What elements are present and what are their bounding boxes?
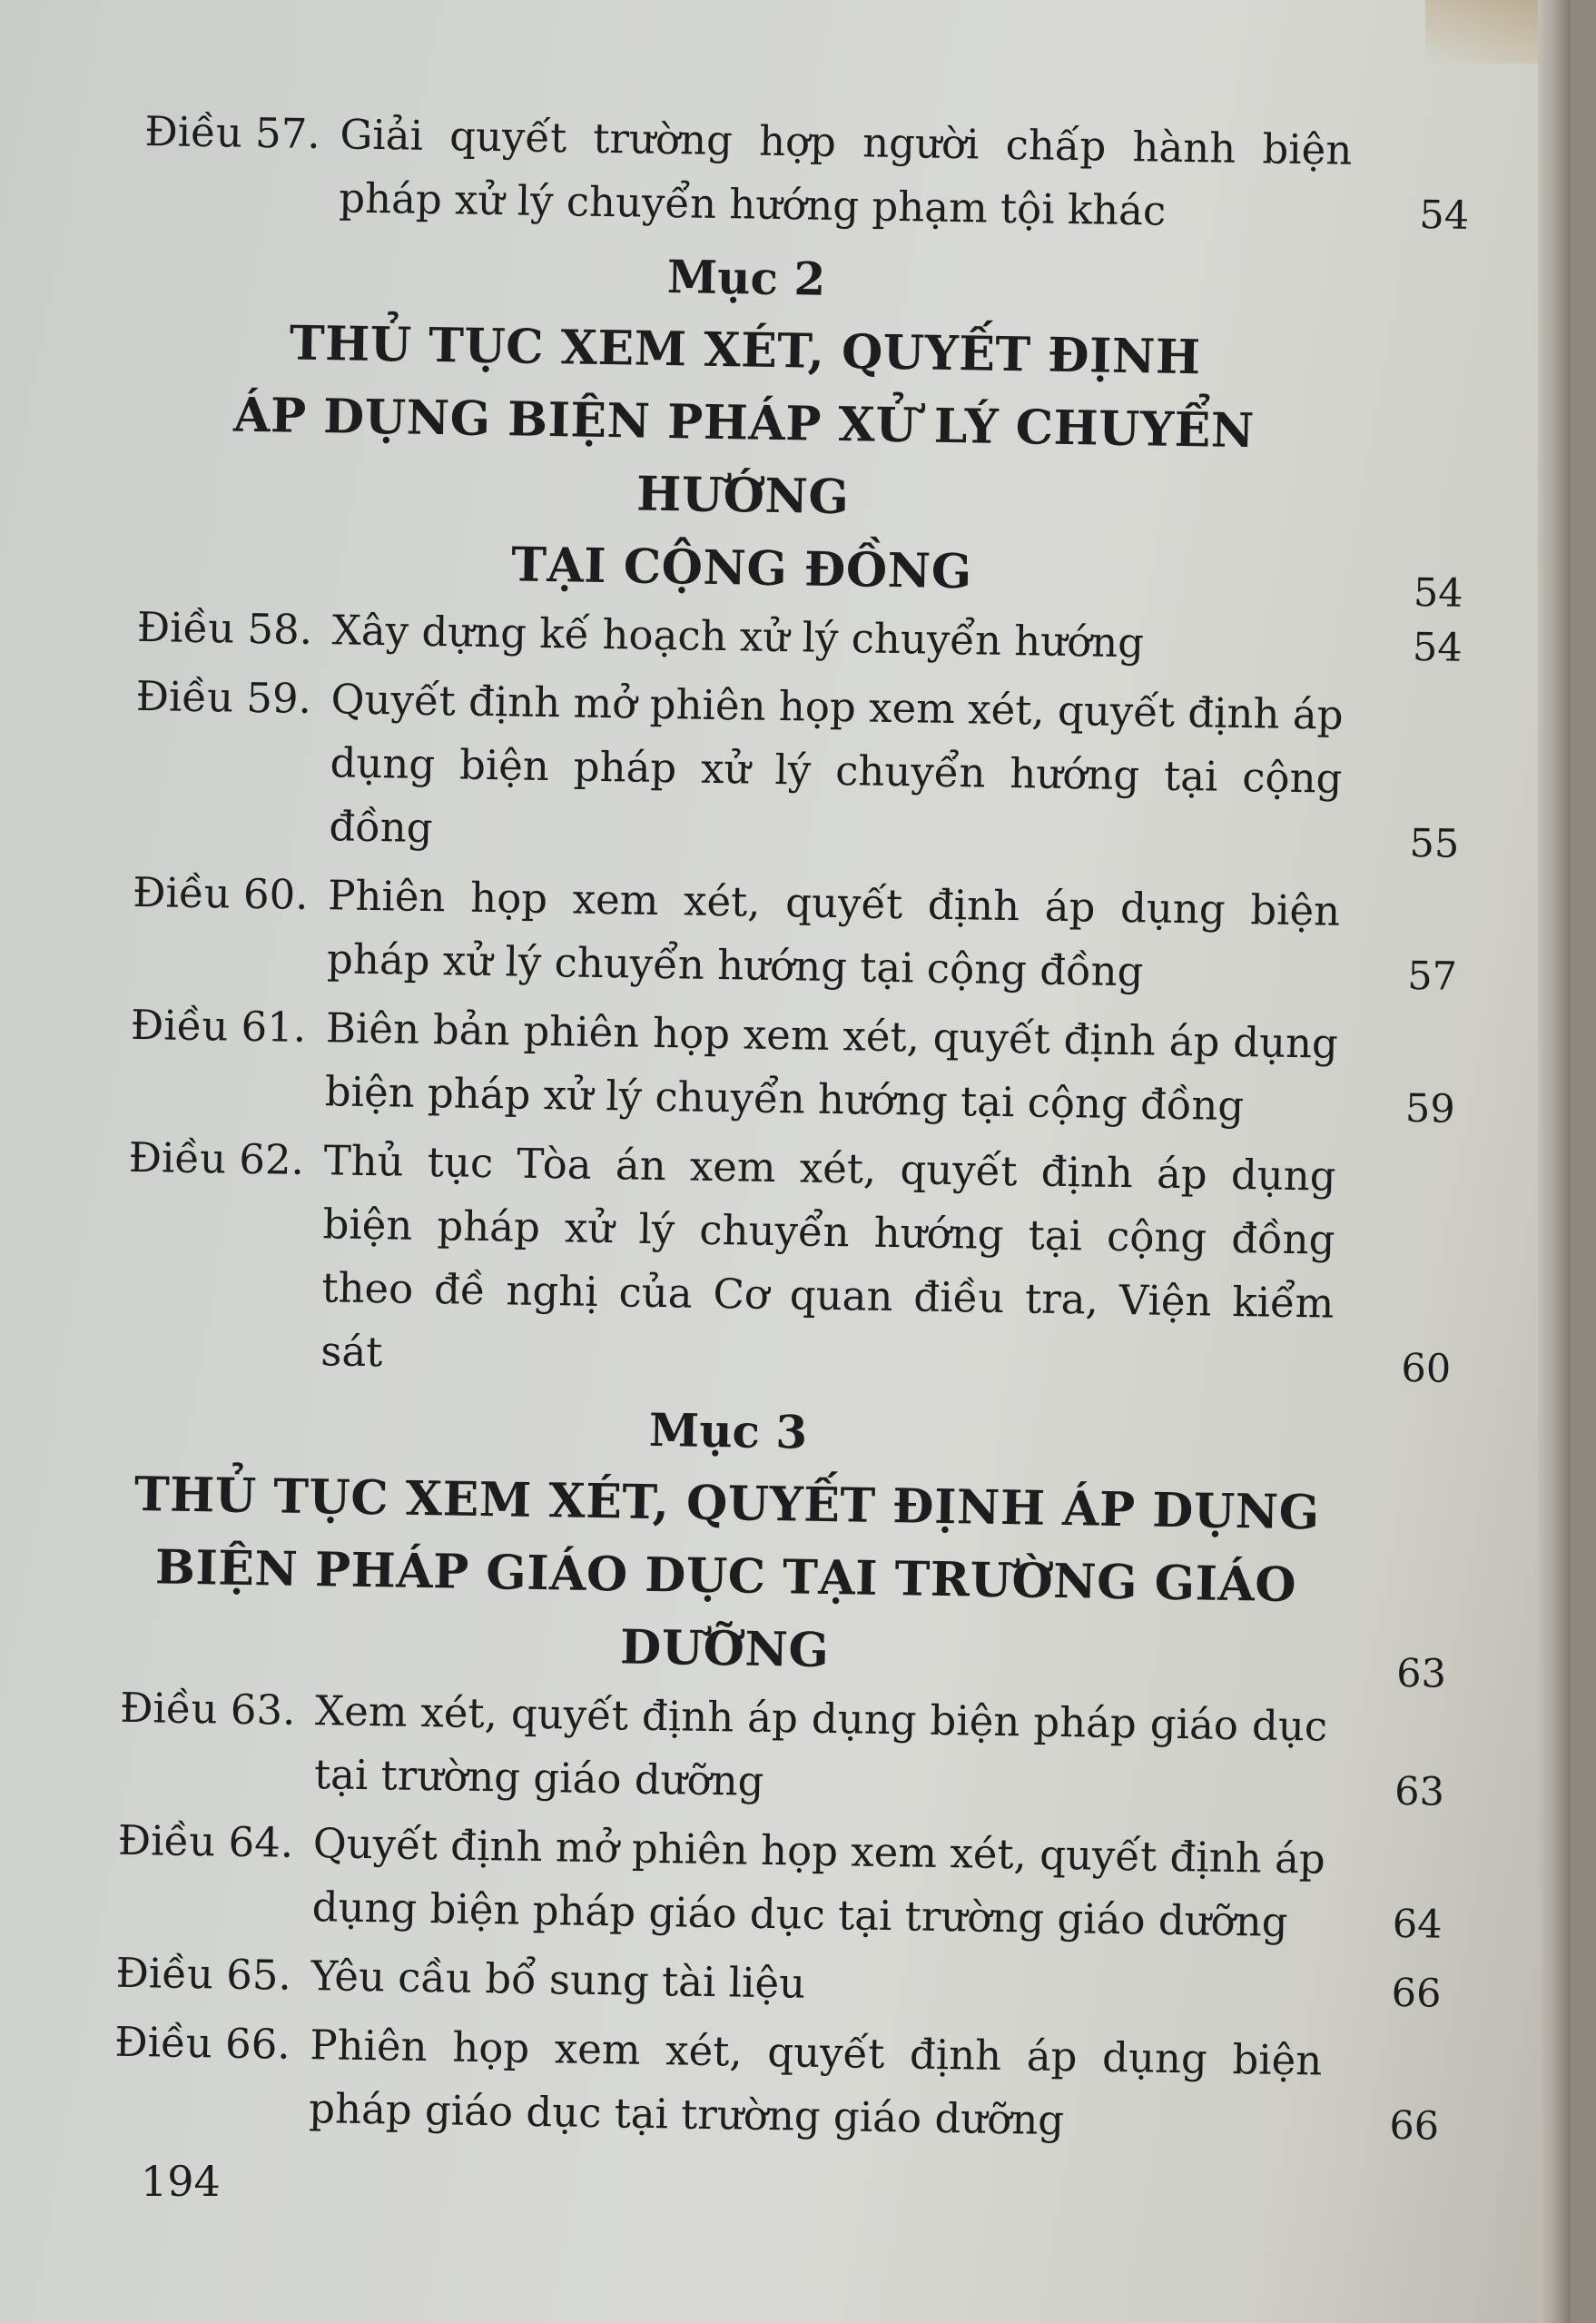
page-ref: 60 xyxy=(1401,1345,1452,1392)
article-title: Xây dựng kế hoạch xử lý chuyển hướng xyxy=(331,606,1145,667)
article-number: Điều 60. xyxy=(132,867,309,919)
toc-entry-dieu-63 xyxy=(119,1676,1446,1824)
page-ref: 66 xyxy=(1391,1970,1442,2017)
page-ref: 64 xyxy=(1392,1901,1443,1948)
article-title: Phiên họp xem xét, quyết định áp dụng biện pháp giáo dục tại trường giáo dưỡng xyxy=(308,2021,1323,2145)
article-title: Thủ tục Tòa án xem xét, quyết định áp dụng biện pháp xử lý chuyển hướng tại cộng đồng theo đề nghị của Cơ quan điều tra, Viện kiểm sát xyxy=(320,1136,1336,1377)
section-label: Mục 3 xyxy=(648,1402,808,1459)
page-ref: 59 xyxy=(1404,1085,1456,1132)
table-of-contents xyxy=(113,100,1471,2164)
article-number: Điều 59. xyxy=(135,671,312,723)
section-title-line-2: ÁP DỤNG BIỆN PHÁP XỬ LÝ CHUYỂN HƯỚNG xyxy=(232,387,1256,526)
section-title-line-3: TẠI CỘNG ĐỒNG xyxy=(510,537,973,600)
toc-entry-dieu-61 xyxy=(129,993,1456,1142)
article-number: Điều 65. xyxy=(115,1948,292,2000)
article-number: Điều 64. xyxy=(117,1815,294,1867)
toc-entry-dieu-60 xyxy=(132,861,1459,1009)
article-number: Điều 63. xyxy=(119,1683,296,1735)
article-title: Xem xét, quyết định áp dụng biện pháp giáo dục tại trường giáo dưỡng xyxy=(313,1686,1328,1805)
toc-entry-dieu-66 xyxy=(113,2011,1441,2159)
page-ref: 66 xyxy=(1389,2102,1440,2150)
page-edge-shadow xyxy=(1538,0,1571,2323)
article-title: Quyết định mở phiên họp xem xét, quyết định áp dụng biện pháp giáo dục tại trường giáo dưỡng xyxy=(311,1819,1326,1947)
article-number: Điều 62. xyxy=(128,1132,305,1184)
page-ref: 57 xyxy=(1406,953,1458,1000)
toc-entry-dieu-64 xyxy=(116,1809,1443,1957)
section-muc-3 xyxy=(121,1386,1451,1697)
toc-entry-dieu-59 xyxy=(133,665,1462,876)
section-title-line-1: THỦ TỤC XEM XÉT, QUYẾT ĐỊNH xyxy=(289,315,1202,386)
article-title: Giải quyết trường hợp người chấp hành biện pháp xử lý chuyển hướng phạm tội khác xyxy=(338,110,1353,235)
article-number: Điều 61. xyxy=(130,1000,307,1052)
page-ref: 63 xyxy=(1394,1768,1445,1815)
section-muc-2 xyxy=(137,232,1468,617)
page-number: 194 xyxy=(141,2157,221,2206)
toc-entry-dieu-57 xyxy=(143,100,1471,248)
toc-entry-dieu-62 xyxy=(125,1126,1454,1401)
article-number: Điều 66. xyxy=(113,2017,291,2069)
article-title: Biên bản phiên họp xem xét, quyết định áp dụng biện pháp xử lý chuyển hướng tại cộng đồng xyxy=(324,1003,1339,1131)
article-title: Phiên họp xem xét, quyết định áp dụng biện pháp xử lý chuyển hướng tại cộng đồng xyxy=(326,871,1341,996)
page-ref: 54 xyxy=(1419,193,1470,239)
section-label: Mục 2 xyxy=(666,250,826,306)
section-title-line-1: THỦ TỤC XEM XÉT, QUYẾT ĐỊNH ÁP DỤNG xyxy=(133,1467,1321,1541)
page-ref: 54 xyxy=(1412,625,1463,671)
section-title-line-2: BIỆN PHÁP GIÁO DỤC TẠI TRƯỜNG GIÁO DƯỠNG xyxy=(154,1539,1297,1679)
page-ref: 54 xyxy=(1413,570,1464,617)
article-title: Yêu cầu bổ sung tài liệu xyxy=(310,1952,806,2008)
article-title: Quyết định mở phiên họp xem xét, quyết định áp dụng biện pháp xử lý chuyển hướng tại cộng đồng xyxy=(329,675,1344,853)
page-ref: 63 xyxy=(1395,1650,1447,1697)
article-number: Điều 57. xyxy=(144,106,321,159)
page-ref: 55 xyxy=(1409,820,1460,867)
article-number: Điều 58. xyxy=(136,602,313,654)
